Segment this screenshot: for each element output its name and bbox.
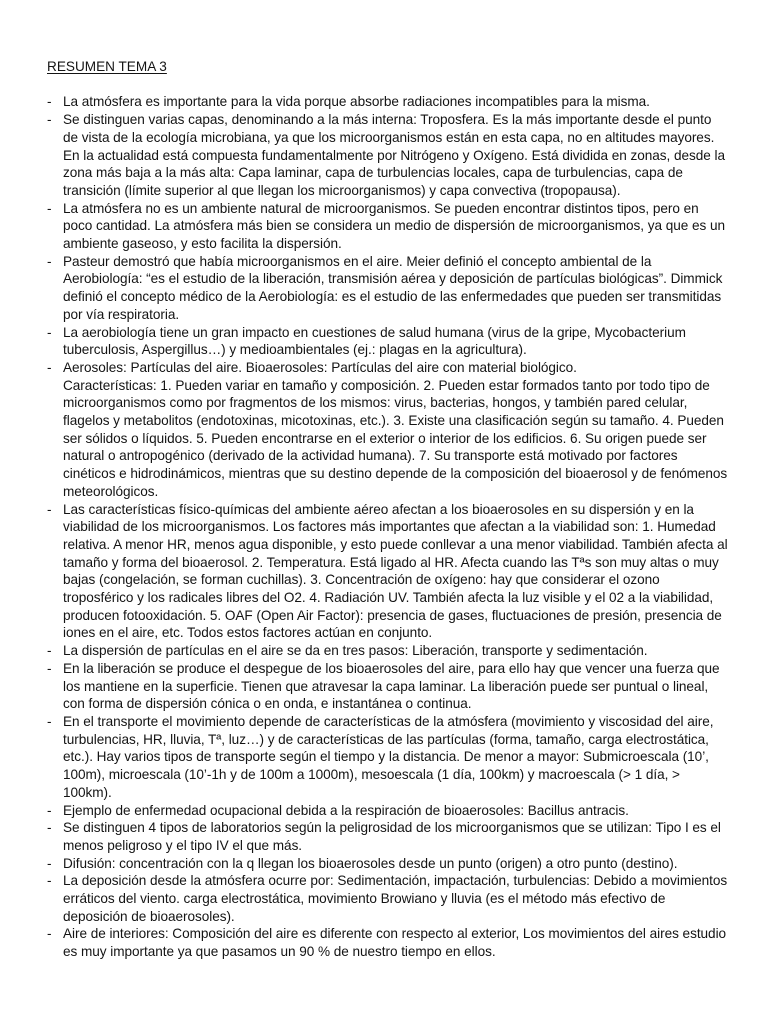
list-item: - La dispersión de partículas en el aire se da en tres pasos: Liberación, transporte y sedimentación. — [47, 642, 728, 660]
list-item: - Ejemplo de enfermedad ocupacional debida a la respiración de bioaerosoles: Bacillus antracis. — [47, 802, 728, 820]
list-item: - La aerobiología tiene un gran impacto en cuestiones de salud humana (virus de la gripe, Mycobacterium tuberculosis, Aspergillus…) y medioambientales (ej.: plagas en la agricultura). — [47, 324, 728, 359]
list-item: - La atmósfera no es un ambiente natural de microorganismos. Se pueden encontrar distintos tipos, pero en poco cantidad. La atmósfera más bien se considera un medio de dispersión de microorganismos, ya que es un ambiente gaseoso, y esto facilita la dispersión. — [47, 200, 728, 253]
list-item: - Las características físico-químicas del ambiente aéreo afectan a los bioaerosoles en su dispersión y en la viabilidad de los microorganismos. Los factores más importantes que afectan a la viabilidad son: 1. Humedad relativa. A menor HR, menos agua disponible, y esto puede conllevar a una menor viabilidad. También afecta al tamaño y forma del bioaerosol. 2. Temperatura. Está ligado al HR. Afecta cuando las Tªs son muy altas o muy bajas (congelación, se forman cuchillas). 3. Concentración de oxígeno: hay que considerar el ozono troposférico y los radicales libres del O2. 4. Radiación UV. También afecta la luz visible y el 02 a la viabilidad, producen fotooxidación. 5. OAF (Open Air Factor): presencia de gases, fluctuaciones de presión, presencia de iones en el aire, etc. Todos estos factores actúan en conjunto. — [47, 501, 728, 643]
list-item: - Aire de interiores: Composición del aire es diferente con respecto al exterior, Los movimientos del aires estudio es muy importante ya que pasamos un 90 % de nuestro tiempo en ellos. — [47, 925, 728, 960]
list-item: - Se distinguen 4 tipos de laboratorios según la peligrosidad de los microorganismos que se utilizan: Tipo I es el menos peligroso y el tipo IV el que más. — [47, 819, 728, 854]
list-item: - En el transporte el movimiento depende de características de la atmósfera (movimiento y viscosidad del aire, turbulencias, HR, lluvia, Tª, luz…) y de características de las partículas (forma, tamaño, carga electrostática, etc.). Hay varios tipos de transporte según el tiempo y la distancia. De menor a mayor: Submicroescala (10’, 100m), microescala (10’-1h y de 100m a 1000m), mesoescala (1 día, 100km) y macroescala (> 1 día, > 100km). — [47, 713, 728, 802]
list-item: - La atmósfera es importante para la vida porque absorbe radiaciones incompatibles para la misma. — [47, 93, 728, 111]
document-title: RESUMEN TEMA 3 — [47, 59, 167, 74]
bullet-list — [47, 93, 728, 960]
list-item: - En la liberación se produce el despegue de los bioaerosoles del aire, para ello hay que vencer una fuerza que los mantiene en la superficie. Tienen que atravesar la capa laminar. La liberación puede ser puntual o lineal, con forma de dispersión cónica o en onda, e instantánea o continua. — [47, 660, 728, 713]
list-item: - Se distinguen varias capas, denominando a la más interna: Troposfera. Es la más importante desde el punto de vista de la ecología microbiana, ya que los microorganismos están en esta capa, no en altitudes mayores. En la actualidad está compuesta fundamentalmente por Nitrógeno y Oxígeno. Está dividida en zonas, desde la zona más baja a la más alta: Capa laminar, capa de turbulencias locales, capa de turbulencias, capa de transición (límite superior al que llegan los microorganismos) y capa convectiva (tropopausa). — [47, 111, 728, 200]
list-item: - Aerosoles: Partículas del aire. Bioaerosoles: Partículas del aire con material biológico. Características: 1. Pueden variar en tamaño y composición. 2. Pueden estar formados tanto por todo tipo de microorganismos como por fragmentos de los mismos: virus, bacterias, hongos, y también pared celular, flagelos y metabolitos (endotoxinas, micotoxinas, etc.). 3. Existe una clasificación según su tamaño. 4. Pueden ser sólidos o líquidos. 5. Pueden encontrarse en el exterior o interior de los edificios. 6. Su origen puede ser natural o antropogénico (derivado de la actividad humana). 7. Su transporte está motivado por factores cinéticos e hidrodinámicos, mientras que su destino depende de la composición del bioaerosol y de fenómenos meteorológicos. — [47, 359, 728, 501]
list-item: - La deposición desde la atmósfera ocurre por: Sedimentación, impactación, turbulencias: Debido a movimientos erráticos del viento. carga electrostática, movimiento Browiano y lluvia (es el método más efectivo de deposición de bioaerosoles). — [47, 872, 728, 925]
list-item: - Difusión: concentración con la q llegan los bioaerosoles desde un punto (origen) a otro punto (destino). — [47, 855, 728, 873]
list-item: - Pasteur demostró que había microorganismos en el aire. Meier definió el concepto ambiental de la Aerobiología: “es el estudio de la liberación, transmisión aérea y deposición de partículas biológicas”. Dimmick definió el concepto médico de la Aerobiología: es el estudio de las enfermedades que pueden ser transmitidas por vía respiratoria. — [47, 253, 728, 324]
